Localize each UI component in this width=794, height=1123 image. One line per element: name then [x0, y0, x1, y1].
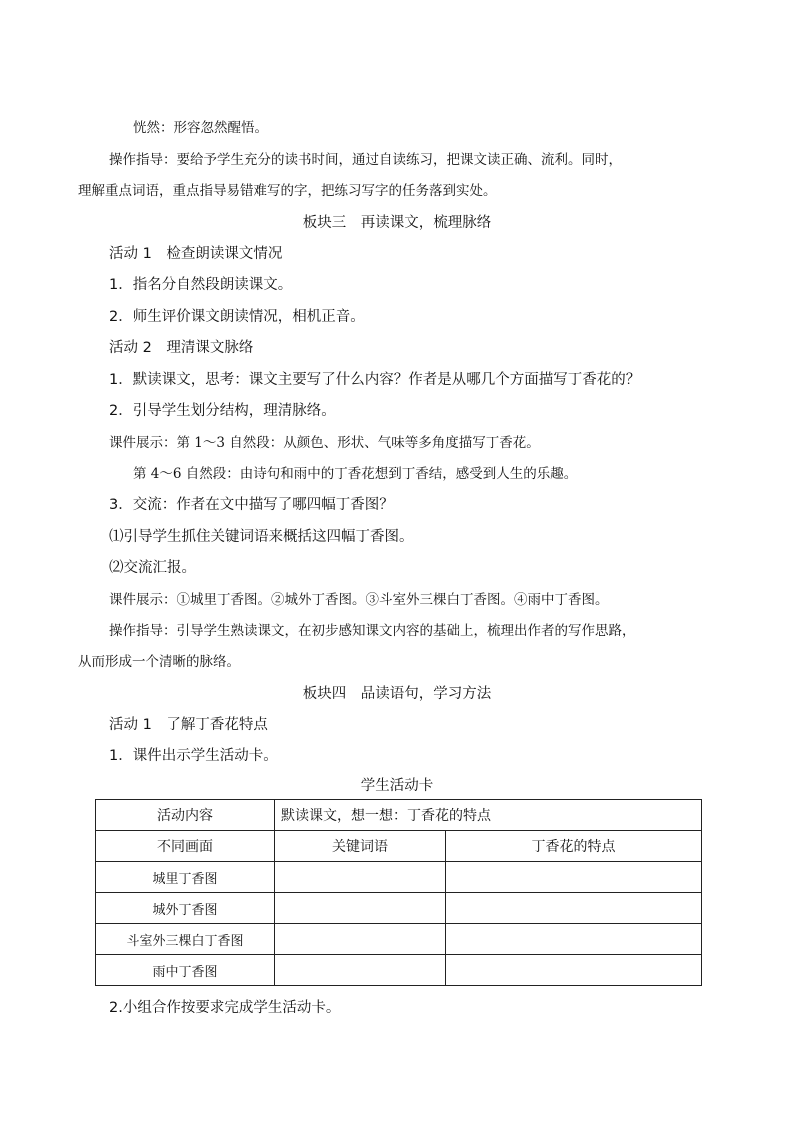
activity-content-label: 活动内容 — [96, 800, 275, 831]
activity-b1-heading: 活动 1 了解丁香花特点 — [109, 717, 268, 733]
scene-cell: 城里丁香图 — [96, 862, 275, 893]
scene-cell: 雨中丁香图 — [96, 955, 275, 986]
features-cell — [446, 862, 702, 893]
features-cell — [446, 924, 702, 955]
courseware-display-1: 课件展示：第 1～3 自然段：从颜色、形状、气味等多角度描写丁香花。 — [109, 435, 540, 451]
operation-guide-2-cont: 从而形成一个清晰的脉络。 — [78, 654, 240, 670]
scene-cell: 城外丁香图 — [96, 893, 275, 924]
courseware-display-1-cont: 第 4～6 自然段：由诗句和雨中的丁香花想到丁香结，感受到人生的乐趣。 — [133, 466, 578, 482]
activity-b1-item-1: 1．课件出示学生活动卡。 — [109, 748, 278, 764]
keywords-cell — [275, 893, 446, 924]
activity-b1-item-2: 2.小组合作按要求完成学生活动卡。 — [109, 1000, 341, 1016]
header-scene: 不同画面 — [96, 831, 275, 862]
section-heading-4: 板块四 品读语句，学习方法 — [302, 686, 492, 702]
header-keywords: 关键词语 — [275, 831, 446, 862]
activity-2-heading: 活动 2 理清课文脉络 — [109, 340, 254, 356]
activity-2-item-3b: ⑵交流汇报。 — [109, 560, 196, 576]
scene-cell: 斗室外三棵白丁香图 — [96, 924, 275, 955]
table-row — [96, 893, 702, 924]
student-activity-card-table — [95, 799, 702, 986]
section-heading-3: 板块三 再读课文，梳理脉络 — [302, 215, 492, 231]
keywords-cell — [275, 862, 446, 893]
table-row — [96, 955, 702, 986]
operation-guide-1-cont: 理解重点词语，重点指导易错难写的字，把练习写字的任务落到实处。 — [78, 183, 497, 199]
definition-huangran: 恍然：形容忽然醒悟。 — [133, 120, 268, 136]
activity-1-item-1: 1．指名分自然段朗读课文。 — [109, 277, 293, 293]
table-row — [96, 924, 702, 955]
activity-2-item-3: 3．交流：作者在文中描写了哪四幅丁香图？ — [109, 497, 394, 513]
table-header-row — [96, 831, 702, 862]
features-cell — [446, 955, 702, 986]
keywords-cell — [275, 924, 446, 955]
features-cell — [446, 893, 702, 924]
activity-content-value: 默读课文，想一想：丁香花的特点 — [275, 800, 702, 831]
activity-2-item-2: 2．引导学生划分结构，理清脉络。 — [109, 403, 336, 419]
activity-2-item-3a: ⑴引导学生抓住关键词语来概括这四幅丁香图。 — [109, 529, 414, 545]
courseware-display-2: 课件展示：①城里丁香图。②城外丁香图。③斗室外三棵白丁香图。④雨中丁香图。 — [109, 592, 609, 608]
table-row — [96, 800, 702, 831]
activity-2-item-1: 1．默读课文，思考：课文主要写了什么内容？作者是从哪几个方面描写丁香花的？ — [109, 372, 641, 388]
operation-guide-1: 操作指导：要给予学生充分的读书时间，通过自读练习，把课文读正确、流利。同时， — [109, 152, 622, 168]
activity-card-title: 学生活动卡 — [360, 778, 434, 794]
activity-1-heading: 活动 1 检查朗读课文情况 — [109, 246, 283, 262]
header-features: 丁香花的特点 — [446, 831, 702, 862]
table-row — [96, 862, 702, 893]
operation-guide-2: 操作指导：引导学生熟读课文，在初步感知课文内容的基础上，梳理出作者的写作思路， — [109, 623, 636, 639]
activity-1-item-2: 2．师生评价课文朗读情况，相机正音。 — [109, 309, 365, 325]
keywords-cell — [275, 955, 446, 986]
